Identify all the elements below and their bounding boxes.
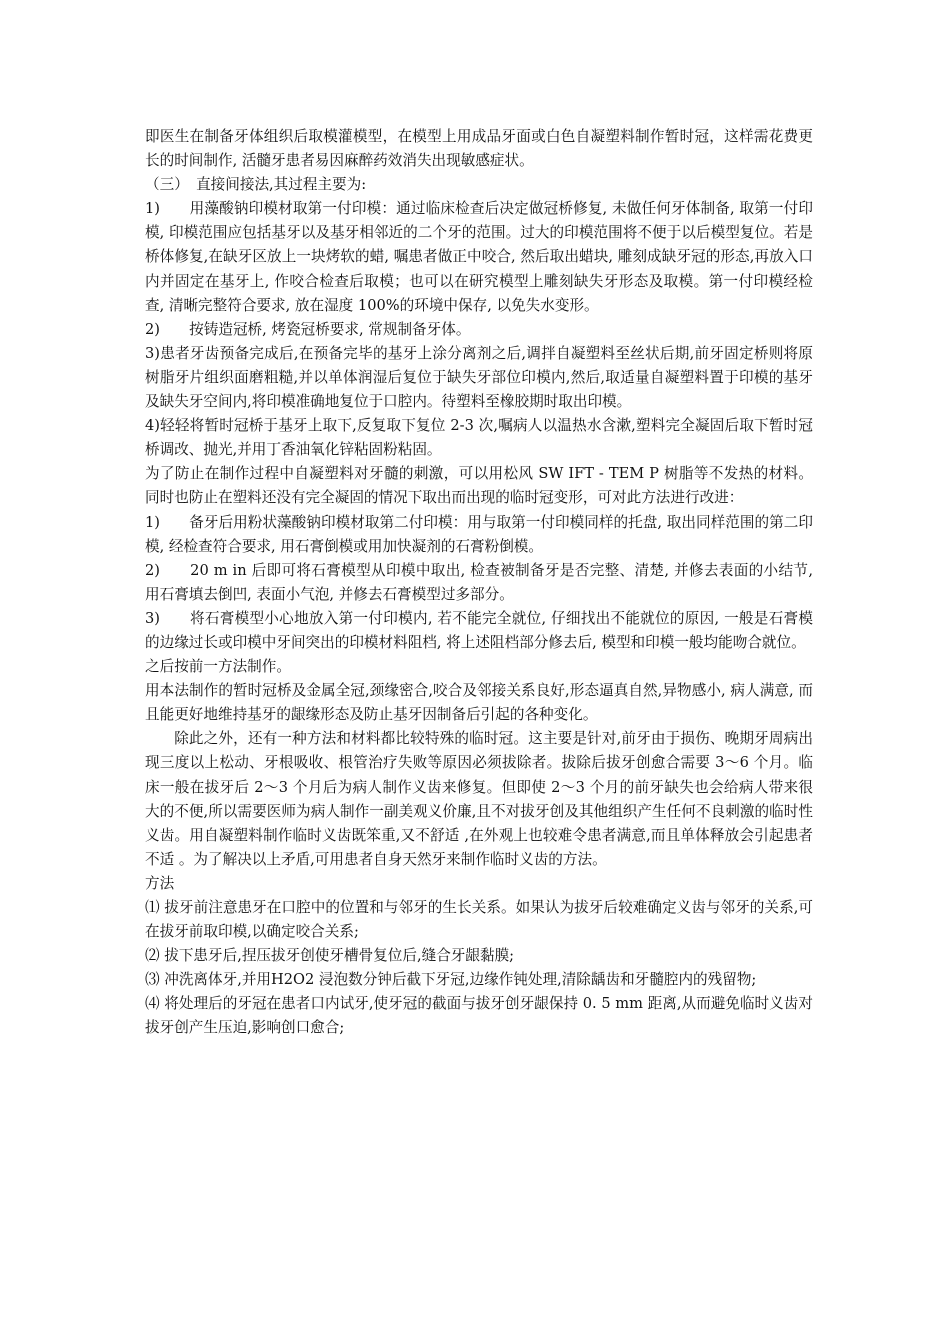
- improved-step-3: 3) 将石膏模型小心地放入第一付印模内, 若不能完全就位, 仔细找出不能就位的原因, 一般是石膏模的边缘过长或印模中牙间突出的印模材料阻档, 将上述阻档部分修去后, 模型和印模一般均能吻合就位。: [145, 609, 813, 651]
- paragraph-improvement-intro: 为了防止在制作过程中自凝塑料对牙髓的刺激，可以用松风 SW IFT - TEM P 树脂等不发热的材料。同时也防止在塑料还没有完全凝固的情况下取出而出现的临时冠变形，可对此方法进行改进：: [145, 465, 813, 507]
- method-step-1: ⑴ 拔牙前注意患牙在口腔中的位置和与邻牙的生长关系。如果认为拔牙后较难确定义齿与邻牙的关系,可在拔牙前取印模,以确定咬合关系;: [145, 899, 813, 941]
- paragraph-indirect-method-end: 即医生在制备牙体组织后取模灌模型，在模型上用成品牙面或白色自凝塑料制作暂时冠，这样需花费更长的时间制作, 活髓牙患者易因麻醉药效消失出现敏感症状。: [145, 128, 813, 170]
- paragraph-then-proceed: 之后按前一方法制作。: [145, 658, 291, 676]
- heading-method: 方法: [145, 874, 175, 892]
- step-3-resin-application: 3)患者牙齿预备完成后,在预备完毕的基牙上涂分离剂之后,调拌自凝塑料至丝状后期,前牙固定桥则将原树脂牙片组织面磨粗糙,并以单体润湿后复位于缺失牙部位印模内,然后,取适量自凝塑料置于印模的基牙及缺失牙空间内,将印模准确地复位于口腔内。待塑料至橡胶期时取出印模。: [145, 344, 813, 411]
- section-heading-direct-indirect: （三） 直接间接法,其过程主要为:: [145, 176, 367, 194]
- method-step-4: ⑷ 将处理后的牙冠在患者口内试牙,使牙冠的截面与拔牙创牙龈保持 0. 5 mm 距离,从而避免临时义齿对拔牙创产生压迫,影响创口愈合;: [145, 995, 813, 1037]
- document-page: [145, 125, 813, 1041]
- paragraph-method-advantages: 用本法制作的暂时冠桥及金属全冠,颈缘密合,咬合及邻接关系良好,形态逼真自然,异物感小, 病人满意, 而且能更好地维持基牙的龈缘形态及防止基牙因制备后引起的各种变化。: [145, 682, 813, 724]
- paragraph-natural-tooth-intro: 除此之外，还有一种方法和材料都比较特殊的临时冠。这主要是针对,前牙由于损伤、晚期牙周病出现三度以上松动、牙根吸收、根管治疗失败等原因必须拔除者。拔除后拔牙创愈合需要 3～6 个月。临床一般在拔牙后 2～3 个月后为病人制作义齿来修复。但即使 2～3 个月的前牙缺失也会给病人带来很大的不便,所以需要医师为病人制作一副美观义价廉,且不对拔牙创及其他组织产生任何不良刺激的临时性义齿。用自凝塑料制作临时义齿既笨重,又不舒适 ,在外观上也较难令患者满意,而且单体释放会引起患者不适 。为了解决以上矛盾,可用患者自身天然牙来制作临时义齿的方法。: [145, 730, 813, 868]
- improved-step-1: 1) 备牙后用粉状藻酸钠印模材取第二付印模：用与取第一付印模同样的托盘, 取出同样范围的第二印模, 经检查符合要求, 用石膏倒模或用加快凝剂的石膏粉倒模。: [145, 513, 813, 555]
- step-2-tooth-preparation: 2) 按铸造冠桥, 烤瓷冠桥要求, 常规制备牙体。: [145, 320, 471, 338]
- method-step-2: ⑵ 拔下患牙后,捏压拔牙创使牙槽骨复位后,缝合牙龈黏膜;: [145, 947, 515, 965]
- step-4-cementation: 4)轻轻将暂时冠桥于基牙上取下,反复取下复位 2-3 次,嘱病人以温热水含漱,塑料完全凝固后取下暂时冠桥调改、抛光,并用丁香油氧化锌粘固粉粘固。: [145, 417, 813, 459]
- method-step-3: ⑶ 冲洗离体牙,并用H2O2 浸泡数分钟后截下牙冠,边缘作钝处理,清除龋齿和牙髓腔内的残留物;: [145, 971, 757, 989]
- improved-step-2: 2) 20 m in 后即可将石膏模型从印模中取出, 检查被制备牙是否完整、清楚, 并修去表面的小结节, 用石膏填去倒凹, 表面小气泡, 并修去石膏模型过多部分。: [145, 561, 813, 603]
- step-1-first-impression: 1) 用藻酸钠印模材取第一付印模：通过临床检查后决定做冠桥修复, 未做任何牙体制备, 取第一付印模, 印模范围应包括基牙以及基牙相邻近的二个牙的范围。过大的印模范围将不便于以后模型复位。若是桥体修复,在缺牙区放上一块烤软的蜡, 嘱患者做正中咬合, 然后取出蜡块, 雕刻成缺牙冠的形态,再放入口内并固定在基牙上, 作咬合检查后取模；也可以在研究模型上雕刻缺失牙形态及取模。第一付印模经检查, 清晰完整符合要求, 放在湿度 100%的环境中保存, 以免失水变形。: [145, 200, 813, 314]
